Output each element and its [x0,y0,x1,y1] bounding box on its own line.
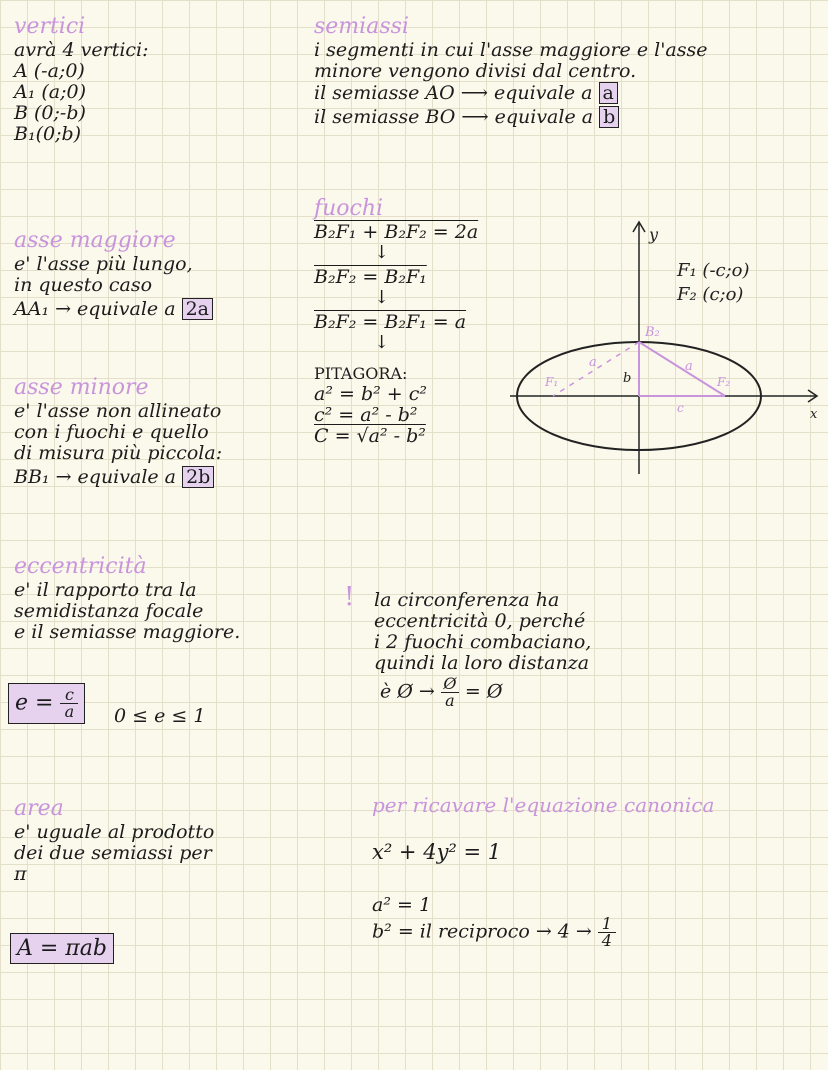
hypotenuse-right [639,342,725,396]
fuochi-arrow-1: ↓ [374,242,390,263]
area-title: area [14,796,64,821]
section-asse-minore [14,375,222,488]
eccentricita-den: a [64,702,75,721]
equazione-b2 [372,916,714,949]
eccentricita-range: 0 ≤ e ≤ 1 [114,705,206,727]
c-label: c [677,401,684,415]
nota-line-3: i 2 fuochi combaciano, [374,631,592,653]
fuochi-eq-3: B₂F₂ = B₂F₁ = a [314,311,467,333]
asse-minore-line-2: con i fuochi e quello [14,421,209,443]
asse-maggiore-line-1: e' l'asse più lungo, [14,253,193,275]
a-left-label: a [589,355,597,370]
section-fuochi [314,196,478,447]
x-axis-label: x [810,407,818,422]
vertici-intro: avrà 4 vertici: [14,39,149,61]
section-asse-maggiore [14,228,213,320]
semiasse-ao-box: a [599,82,618,104]
asse-maggiore-eq [14,298,213,320]
area-line-3: π [14,863,27,885]
equazione-num: 1 [601,914,612,933]
area-formula: A = πab [10,933,114,964]
semiassi-title: semiassi [314,14,409,39]
semiassi-line-2: minore vengono divisi dal centro. [314,60,637,82]
vertex-a: A (-a;0) [14,60,85,82]
pitagora-eq-3: C = √a² - b² [314,425,426,447]
fuochi-title: fuochi [314,196,384,221]
nota-line-4: quindi la loro distanza [374,652,590,674]
section-eccentricita [14,554,240,643]
eccentricita-line-2: semidistanza focale [14,600,204,622]
asse-minore-line-3: di misura più piccola: [14,442,223,464]
pitagora-eq-1: a² = b² + c² [314,383,427,405]
eccentricita-line-3: e il semiasse maggiore. [14,621,241,643]
semiasse-bo-text: il semiasse BO ⟶ equivale a [314,106,594,128]
fuochi-arrow-2: ↓ [374,287,390,308]
asse-maggiore-box: 2a [182,298,213,320]
equazione-title: per ricavare l'equazione canonica [372,793,715,817]
asse-minore-eq [14,466,222,488]
nota-den: a [445,691,455,710]
section-semiassi [314,14,708,128]
f1-label: F₁ [545,375,559,389]
pitagora-eq-2: c² = a² - b² [314,404,418,426]
nota-fraction [441,676,459,709]
nota-result: = Ø [464,680,503,703]
vertex-b: B (0;-b) [14,102,86,124]
f2-label: F₂ [717,375,731,389]
vertex-a1: A₁ (a;0) [14,81,87,103]
asse-minore-line-1: e' l'asse non allineato [14,400,222,422]
b2-label: B₂ [645,325,660,340]
f1-coordinates: F₁ (-c;o) [677,260,750,281]
asse-minore-title: asse minore [14,375,149,400]
asse-maggiore-eq-text: AA₁ → equivale a [14,298,176,320]
nota-last: è Ø → [380,680,435,703]
area-line-1: e' uguale al prodotto [14,821,215,843]
nota-line-1: la circonferenza ha [374,589,560,611]
equazione-fraction [598,916,616,949]
equazione-den: 4 [601,931,612,950]
section-area [14,796,214,885]
warning-icon: ! [344,582,355,612]
nota-line-2: eccentricità 0, perché [374,610,586,632]
nota-line-5 [374,676,591,709]
y-axis-label: y [649,225,659,244]
section-nota-circonferenza [374,590,591,709]
section-equazione-canonica [372,792,714,949]
a-right-label: a [685,359,693,374]
section-vertici [14,14,149,145]
asse-maggiore-line-2: in questo caso [14,274,153,296]
eccentricita-line-1: e' il rapporto tra la [14,579,197,601]
fuochi-eq-2: B₂F₂ = B₂F₁ [314,266,427,288]
ellipse-diagram [505,216,823,478]
eccentricita-num: c [64,685,74,704]
equazione-b2-text: b² = il reciproco → 4 → [372,920,592,943]
semiasse-bo-box: b [599,106,619,128]
asse-maggiore-title: asse maggiore [14,228,176,253]
f2-coordinates: F₂ (c;o) [677,284,744,305]
b-label: b [623,371,632,386]
semiasse-ao-text: il semiasse AO ⟶ equivale a [314,82,593,104]
equazione-a2: a² = 1 [372,894,432,916]
semiasse-ao [314,82,708,104]
asse-minore-box: 2b [182,466,214,488]
fuochi-eq-1: B₂F₁ + B₂F₂ = 2a [314,221,479,243]
semiasse-bo [314,106,708,128]
fuochi-arrow-3: ↓ [374,332,390,353]
vertici-title: vertici [14,14,86,39]
eccentricita-title: eccentricità [14,554,147,579]
nota-num: Ø [443,674,457,693]
equazione-eq: x² + 4y² = 1 [372,840,502,864]
asse-minore-eq-text: BB₁ → equivale a [14,466,177,488]
pitagora-title: PITAGORA: [314,364,408,383]
eccentricita-lhs: e = [15,690,54,716]
vertex-b1: B₁(0;b) [14,123,82,145]
eccentricita-formula [8,683,85,724]
semiassi-line-1: i segmenti in cui l'asse maggiore e l'asse [314,39,708,61]
area-line-2: dei due semiassi per [14,842,212,864]
eccentricita-fraction [60,687,78,720]
